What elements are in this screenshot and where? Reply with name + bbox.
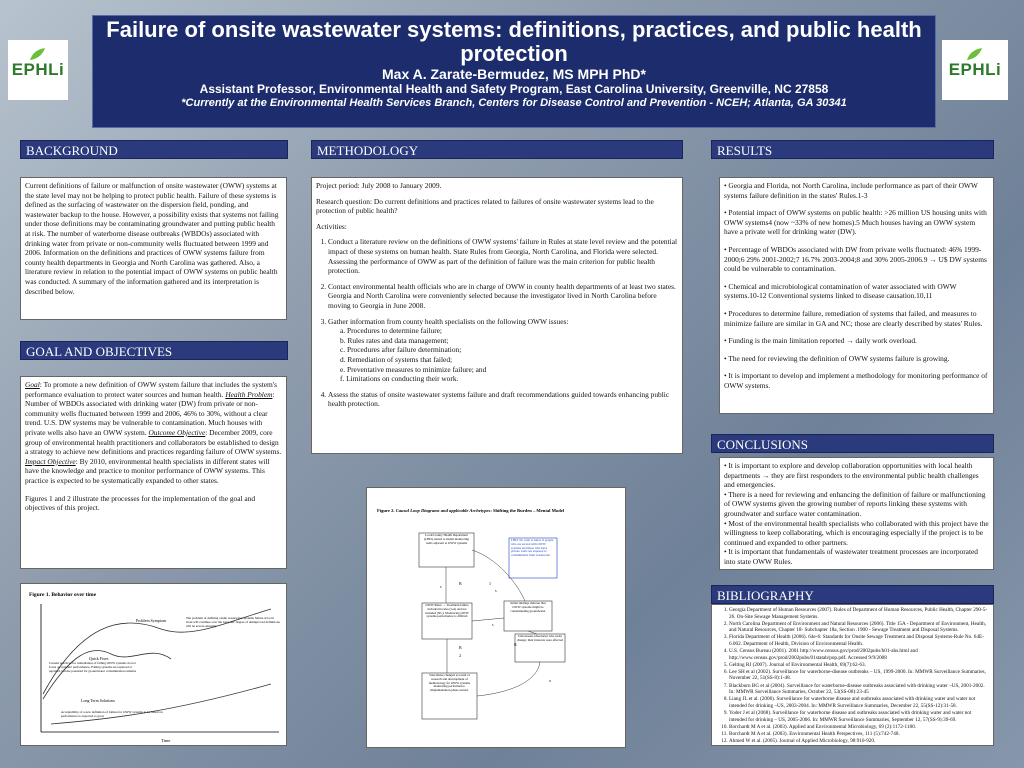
figure-1-graph	[21, 584, 287, 746]
activities-label: Activities:	[316, 221, 347, 231]
activity-item	[328, 317, 678, 384]
bibliography-heading: BIBLIOGRAPHY	[711, 585, 994, 604]
goal-label: Goal	[25, 380, 40, 389]
loop-marker: B	[459, 581, 462, 586]
link-marker: s	[495, 588, 497, 593]
impact-text: : By 2010, environmental health specialists in different states will have the knowledge and practice to monitor performance of OWW systems. This practice is expected to be systematically expanded to other states.	[25, 456, 270, 485]
loop-marker: 2	[459, 653, 461, 658]
background-box	[20, 177, 287, 320]
long-term-label: Long Term Solutions	[81, 698, 115, 703]
link-marker: s	[492, 622, 494, 627]
subitem: d. Remediation of systems that failed;	[340, 354, 453, 364]
conclusion-item: • There is a need for reviewing and enhancing the definition of failure or malfunctioning of OWW systems given the growing number of reports linking these systems with groundwater and surface water contamination.	[724, 489, 986, 518]
arrow	[472, 618, 504, 621]
loop-marker: R	[514, 642, 517, 647]
ephli-logo-text: EPHLi	[948, 60, 1002, 79]
problem-note: The problem of defining onsite wastewater systems failure at local level will continue over the long run: degree of unimproved definitions will be severe annually	[186, 616, 280, 628]
node-oww-text: OWW Rules → Treatment failure included in rules (GA) and not included (NC). Monitoring OWW systems performance is difficult	[425, 604, 469, 619]
time-label: Time	[161, 738, 171, 743]
link-marker: o	[549, 678, 551, 683]
result-item: • Georgia and Florida, not North Carolina, include performance as part of their OWW systems failure definition in the states' Rules.1-3	[724, 181, 978, 200]
activity-item-text: Gather information from county health specialists on the following OWW issues:	[328, 316, 569, 326]
bibliography-box	[711, 604, 994, 746]
project-period: Project period: July 2008 to January 2009.	[316, 181, 442, 190]
poster-author: Max A. Zarate-Bermudez, MS MPH PhD*	[382, 66, 646, 82]
bib-item: 6. Lee SH et al (2002). Surveillance for waterborne-disease outbreaks – US, 1999-2000. In: MMWR Surveillance Summaries, November 22, 51(SS-8):1-48.	[729, 669, 990, 682]
impact-label: Impact Objective	[25, 456, 76, 466]
node-initial-text: Initial findings indicate that OWW systems might be contaminating groundwater	[510, 602, 546, 613]
conclusion-item: • It is important to explore and develop collaboration opportunities with local health departments → they are first responders to the environmental public health challenges and emergencies.	[724, 461, 979, 490]
bib-item: 7. Blackburn BG et al (2004). Surveillance for waterborne-disease outbreaks associated with drinking water –US, 2001-2002. In: MMWR Surveillance Summaries, October 22, 53(SS-08):23-45	[729, 683, 990, 696]
long-term-note: Acceptability of a new definition of failure for OWW systems to be based on performance is expected to grow	[61, 710, 163, 718]
bib-item: 12. Ahmed W et al. (2005). Journal of Applied Microbiology, 98:910-920.	[729, 738, 990, 745]
conclusion-item: • It is important that fundamentals of wastewater treatment processes are incorporated into state OWW Rules.	[724, 547, 978, 566]
subitem: b. Rules rates and data management;	[340, 335, 449, 345]
subitem: e. Preventative measures to minimize failure; and	[340, 364, 487, 374]
outcome-text: : December 2009, core group of environmental health practitioners and collaborators be established to design a strategy to achieve new definitions and practices regarding failure of OWW systems.	[25, 427, 282, 457]
quick-fix-note: Current practices for remediation of failing OWW systems do not focus on systems' performance. Failing systems are replaced or repaired, but the potential for groundwater contamination remains	[49, 661, 136, 673]
result-item: • Potential impact of OWW systems on public health: >26 million US housing units with OWW systems4 (now ~33% of new homes).5 Much houses having an OWW system have a private well for drinking water (DW).	[724, 208, 987, 237]
leaf-icon	[965, 47, 983, 61]
figure-1-title: Figure 1. Behavior over time	[29, 592, 97, 598]
note-text: LHD: No want to know if people who are served with OWW systems and those who have private wells are exposed to contaminants from wastewater	[511, 539, 554, 558]
activity-item: 4. Assess the status of onsite wastewater systems failure and draft recommendations guided towards enhancing public health protection.	[328, 390, 678, 409]
results-box	[719, 177, 994, 414]
ephli-logo-right	[942, 40, 1008, 100]
background-heading: BACKGROUND	[20, 140, 288, 159]
research-question: Research question: Do current definitions and practices related to failures of onsite wastewater systems lead to the protection of public health?	[316, 196, 654, 216]
background-text: Current definitions of failure or malfunction of onsite wastewater (OWW) systems at the state level may not be helping to protect public health. Failure of these systems is defined as the surfacing of wastewater on the dispersion field, ponding, and wastewater backup to the house. However, a possibility exists that systems not failing under those definitions may be contaminating groundwater and putting public health at risk. The number of waterborne disease outbreaks (WBDOs) associated with drinking water from private or non-community wells fluctuated between 1999 and 2006. Information on the definitions and practices of OWW systems failure from county health departments in Georgia and North Carolina was gathered. Also, a literature review in relation to the potential impact of OWW systems on public health was conducted. A summary of the information gathered and its interpretation is described below.	[25, 181, 279, 296]
subitem: f. Limitations on conducting their work.	[340, 374, 459, 384]
bib-item: 3. Florida Department of Health (2006). 64e-6: Standards for Onsite Sewage Treatment and Disposal Systems-Rule No. 64E-6.002. Department of Health, Division of Environmental Health.	[729, 634, 990, 647]
leaf-icon	[28, 47, 46, 61]
loop-marker: B	[459, 645, 462, 650]
goal-text: : To promote a new definition of OWW system failure that includes the system's performance evaluation to protect water sources and human health.	[25, 380, 277, 399]
poster-title: Failure of onsite wastewater systems: definitions, practices, and public health protection	[106, 17, 922, 66]
subitem: a. Procedures to determine failure;	[340, 326, 442, 336]
methodology-box	[311, 177, 683, 454]
outcome-label: Outcome Objective	[148, 427, 206, 437]
ephli-logo-text: EPHLi	[11, 60, 65, 79]
poster-affiliation: Assistant Professor, Environmental Health and Safety Program, East Carolina University, Greenville, NC 27858	[199, 82, 829, 96]
goals-heading: GOAL AND OBJECTIVES	[20, 341, 288, 360]
figure-2-diagram	[367, 488, 626, 748]
bib-item: 4. U.S. Census Bureau (2001). 2001 http://www.census.gov/prod/2002pubs/h01-ahs.html and http://www.census.gov/prod/2002pubs/01statab/pop.pdf. Accessed 9/9/2008	[729, 648, 990, 661]
figure-1	[20, 583, 287, 746]
activity-item: 1. Conduct a literature review on the definitions of OWW systems' failure in Rules at state level review and the potential impact of these systems on human health. State Rules from Georgia, North Carolina, and Florida were selected. Assessing the performance of OWW as part of the definition of failure was the main criterion for public health protection.	[328, 237, 678, 275]
arrow	[528, 631, 537, 634]
subitem: c. Procedures after failure determination;	[340, 345, 462, 355]
node-lhd-text: Local/County Health Department (LHD) started to install monitoring wells adjacent to OWW systems	[424, 534, 469, 545]
node-unforeseen-text: Unforeseen adversaries who resist change; their interests were affected	[517, 635, 563, 642]
bib-item: 8. Liang JL et al. (2006). Surveillance for waterborne disease and outbreaks associated with drinking water and water not intended for drinking –US, 2003-2004. In: MMWR Surveillance Summaries, December 22, 55(SS-12):31-58.	[729, 696, 990, 709]
conclusions-heading: CONCLUSIONS	[711, 434, 994, 453]
goals-box	[20, 376, 287, 569]
result-item: • It is important to develop and implement a methodology for monitoring performance of OWW systems.	[724, 371, 988, 390]
conclusion-item: • Most of the environmental health specialists who collaborated with this project have the willingness to keep collaborating, which is encouraging especially if the project is to be continued and expanded to other partners.	[724, 518, 989, 547]
bib-item: 10. Borchardt M A et al. (2003). Applied and Environmental Microbiology, 69 (2):1172-1180.	[729, 724, 990, 731]
result-item: • The need for reviewing the definition of OWW systems failure is growing.	[724, 353, 950, 363]
loop-marker: 1	[489, 581, 491, 586]
link-marker: s	[440, 584, 442, 589]
bibliography-list	[715, 607, 990, 744]
ephli-logo-left	[8, 40, 68, 100]
bib-item: 2. North Carolina Department of Environment and Natural Resources (2006). Title 15A - Department of Environment, Health, and Natural Resources, Chapter 18- Subchapter 18a, Section .1900 - Sewage Treatment and Disposal Systems.	[729, 621, 990, 634]
activity-subitems	[328, 326, 678, 384]
poster-note: *Currently at the Environmental Health Services Branch, Centers for Disease Control and Prevention - NCEH; Atlanta, GA 30341	[181, 97, 847, 109]
poster-header	[92, 15, 936, 128]
result-item: • Percentage of WBDOs associated with DW from private wells fluctuated: 46% 1999-2000;6 29% 2001-2002;7 16.7% 2003-2004;8 and 30% 2005-2006.9 → U$ DW systems could be vulnerable to contamination.	[724, 244, 987, 274]
bib-item: 11. Borchardt M A et al. (2003). Environmental Health Perspectives, 111 (5):742-748.	[729, 731, 990, 738]
result-item: • Funding is the main limitation reported → daily work overload.	[724, 336, 917, 346]
problem-label: Problem Symptom	[136, 618, 167, 623]
quick-fix-label: Quick Fixes	[89, 656, 109, 661]
conclusions-box	[719, 457, 994, 570]
bib-item: 1. Georgia Department of Human Resources (2007). Rules of Department of Human Resources, Public Health, Chapter 290-5-26. On-Site Sewage Management Systems.	[729, 607, 990, 620]
figure-2	[366, 487, 626, 748]
arrow	[477, 662, 540, 696]
result-item: • Procedures to determine failure, remediation of systems that failed, and measures to minimize failure are similar in GA and NC; those are clearly described by states' Rules.	[724, 308, 983, 328]
figures-text: Figures 1 and 2 illustrate the processes for the implementation of the goal and objectives of this project.	[25, 493, 256, 513]
problem-label: Health Problem	[225, 389, 273, 399]
node-state-text: State Rules changed as result of research and development of methodology for OWW systems monitoring performance. Implementation phase started.	[428, 674, 471, 693]
activity-item: 2. Contact environmental health officials who are in charge of OWW in county health departments of at least two states. Georgia and North Carolina were conveniently selected because the investigator lived in North Carolina before moving to Georgia in June 2008.	[328, 282, 678, 311]
result-item: • Chemical and microbiological contamination of water associated with OWW systems.10-12 Conventional systems linked to disease causation.10,11	[724, 281, 957, 301]
methodology-heading: METHODOLOGY	[311, 140, 683, 159]
bib-item: 5. Gelting RJ (2007). Journal of Environmental Health, 69(7):62-63.	[729, 662, 990, 669]
figure-2-title: Figure 2. Causal Loop Diagrams and applicable Archetypes: Shifting the Burden – Mental Model	[377, 508, 565, 513]
bib-item: 9. Yoder J et al (2008). Surveillance for waterborne disease and outbreaks associated with drinking water and water not intended for drinking – US, 2005-2006. In: MMWR Surveillance Summaries, September 12, 57(SS-9):39-69.	[729, 710, 990, 723]
results-heading: RESULTS	[711, 140, 994, 159]
problem-text: : Number of WBDOs associated with drinking water (DW) from private or non-community wells fluctuated between 1999 and 2006, 46% to 30%, without a clear trend. U.S. DW systems may be vulnerable to contamination. Much houses with private wells also have an OWW system.	[25, 389, 275, 437]
